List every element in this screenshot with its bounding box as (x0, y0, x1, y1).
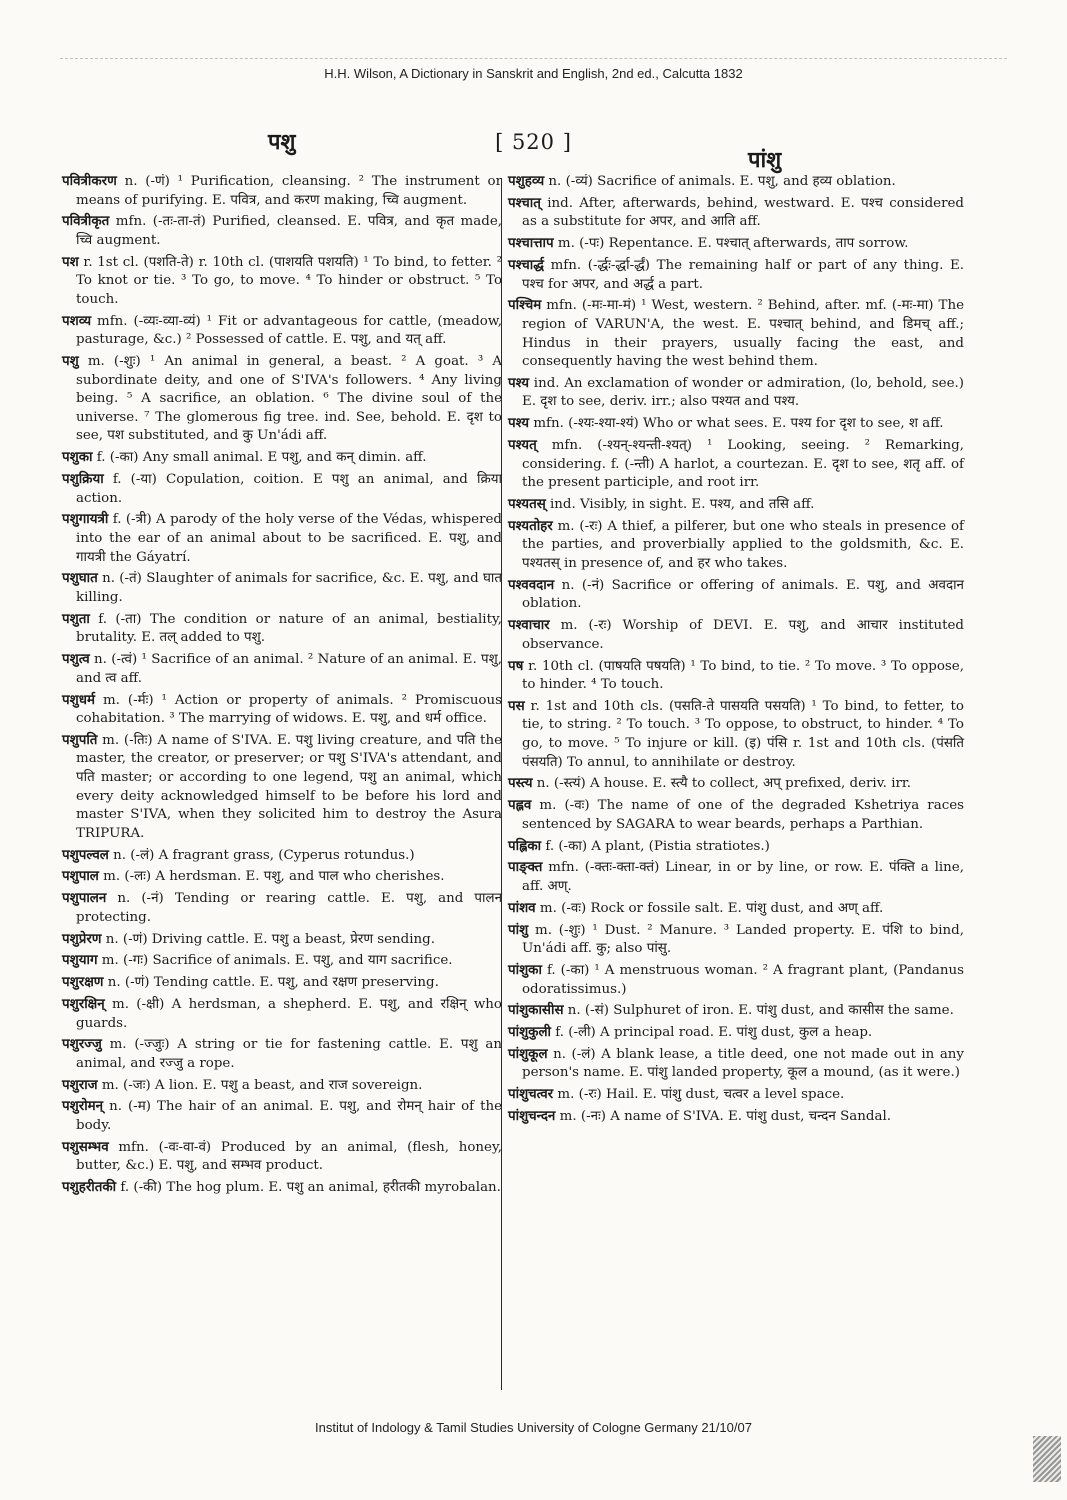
entry-definition: m. (-लः) A herdsman. E. पशु, and पाल who cherishes. (98, 869, 445, 885)
dictionary-entry (62, 973, 502, 993)
entry-definition: f. (-की) The hog plum. E. पशु an animal, हरीतकी myrobalan. (116, 1180, 501, 1196)
dictionary-entry (62, 510, 502, 567)
dictionary-entry (508, 858, 964, 896)
entry-headword: पष (508, 657, 524, 674)
entry-definition: m. (-शुः) ¹ An animal in general, a beast. ² A goat. ³ A subordinate deity, and one of S'IVA's followers. ⁴ Any living being. ⁵ A sacrifice, an oblation. ⁶ The divine soul of the universe. ⁷ The glomerous fig tree. ind. See, behold. E. दृश to see, पश substituted, and कु Un'ádi aff. (76, 354, 502, 444)
dictionary-entry (508, 1023, 964, 1043)
dictionary-entry (62, 1097, 502, 1135)
dictionary-entry (508, 796, 964, 834)
dictionary-entry (508, 576, 964, 614)
entry-headword: पशुपल्वल (62, 846, 109, 863)
entry-definition: mfn. (-व्यः-व्या-व्यं) ¹ Fit or advantageous for cattle, (meadow, pasturage, &c.) ² Possessed of cattle. E. पशु, and यत् aff. (76, 313, 502, 348)
entry-definition: m. (-रः) Worship of DEVI. E. पशु, and आचार instituted observance. (522, 618, 964, 652)
entry-definition: n. (-लं) A blank lease, a title deed, one not made out in any person's name. E. पांशु landed property, कूल a mound, (as it were.) (522, 1046, 964, 1081)
entry-definition: mfn. (-तः-ता-तं) Purified, cleansed. E. पवित्र, and कृत made, च्वि augment. (76, 214, 502, 248)
entry-headword: पशुहरीतकी (62, 1179, 117, 1196)
dictionary-entry (62, 448, 502, 468)
entry-headword: पशुयाग (62, 952, 98, 969)
dictionary-entry (62, 569, 502, 607)
entry-definition: n. (-नं) Tending or rearing cattle. E. पशु, and पालन protecting. (76, 891, 502, 925)
entry-definition: mfn. (-श्यः-श्या-श्यं) Who or what sees. E. पश्य for दृश to see, श aff. (529, 416, 944, 432)
entry-headword: पशुका (62, 449, 93, 466)
entry-headword: पशव्य (62, 312, 92, 329)
entry-headword: पश्यतोहर (508, 517, 553, 534)
dictionary-entry (62, 731, 502, 844)
entry-definition: n. (-व्यं) Sacrifice of animals. E. पशु, and हव्य oblation. (544, 174, 896, 189)
entry-definition: r. 1st cl. (पशति-ते) r. 10th cl. (पाशयति पशयति) ¹ To bind, to fetter. ² To knot or tie. ³ To go, to move. ⁴ To hinder or obstruct. ⁵ To touch. (76, 254, 502, 307)
entry-headword: पशुरोमन् (62, 1098, 104, 1115)
entry-headword: पशुता (62, 610, 90, 627)
page-number: [ 520 ] (495, 130, 572, 154)
dictionary-entry (62, 253, 502, 310)
dictionary-entry (62, 889, 502, 927)
entry-headword: पशुपाल (62, 868, 99, 885)
entry-headword: पश्चात् (508, 194, 541, 211)
entry-headword: पश्चात्ताप (508, 235, 554, 252)
entry-definition: m. (-तिः) A name of S'IVA. E. पशु living creature, and पति the master, the creator, or preserver; or पशु S'IVA's attendant, and पति master; or according to one legend, पशु an animal, which every deity acknowledged himself to be before his lord and master S'IVA, when they solicited him to destroy the Asura TRIPURA. (76, 732, 502, 841)
dictionary-entry (508, 774, 964, 794)
right-column (508, 172, 964, 1129)
entry-headword: पशुरक्षण (62, 974, 104, 991)
dictionary-entry (508, 899, 964, 919)
dictionary-entry (62, 610, 502, 648)
entry-headword: पशुप्रेरण (62, 930, 102, 947)
entry-headword: पश्यत् (508, 437, 537, 454)
dictionary-entry (62, 846, 502, 866)
entry-headword: पवित्रीकृत (62, 213, 110, 230)
dictionary-entry (62, 650, 502, 688)
entry-definition: n. (-नं) Sacrifice or offering of animals. E. पशु, and अवदान oblation. (522, 577, 964, 612)
entry-definition: m. (-जः) A lion. E. पशु a beast, and राज sovereign. (97, 1077, 423, 1093)
entry-headword: पश्ववदान (508, 576, 555, 593)
entry-headword: पशुधर्म (62, 691, 95, 708)
entry-definition: mfn. (-वः-वा-वं) Produced by an animal, (flesh, honey, butter, &c.) E. पशु, and सम्भव product. (76, 1139, 502, 1174)
dictionary-entry (62, 312, 502, 350)
dictionary-entry (62, 1076, 502, 1096)
dictionary-entry (508, 256, 964, 294)
entry-definition: n. (-त्वं) ¹ Sacrifice of an animal. ² Nature of an animal. E. पशु, and त्व aff. (76, 652, 502, 686)
left-column (62, 172, 502, 1200)
entry-headword: पशुपालन (62, 890, 107, 907)
entry-definition: n. (-लं) A fragrant grass, (Cyperus rotundus.) (108, 847, 415, 863)
entry-headword: पशुत्व (62, 651, 90, 668)
entry-definition: f. (-का) ¹ A menstruous woman. ² A fragrant plant, (Pandanus odoratissimus.) (522, 962, 964, 997)
entry-definition: n. (-तं) Slaughter of animals for sacrifice, &c. E. पशु, and घात killing. (76, 571, 502, 605)
column-divider (501, 178, 502, 1390)
dictionary-entry (62, 212, 502, 250)
entry-definition: f. (-ली) A principal road. E. पांशु dust, कुल a heap. (551, 1025, 873, 1041)
dictionary-entry (508, 296, 964, 371)
entry-definition: m. (-रः) A thief, a pilferer, but one who steals in presence of the parties, and proverbially applied to the goldsmith, &c. E. पश्यतस् in presence of, and हर who takes. (522, 518, 964, 571)
dictionary-entry (508, 436, 964, 493)
entry-headword: पांशुकासीस (508, 1002, 564, 1019)
dictionary-entry (508, 1107, 964, 1127)
dictionary-entry (508, 1001, 964, 1021)
entry-headword: पांशुचत्वर (508, 1086, 554, 1103)
dictionary-entry (62, 930, 502, 950)
entry-definition: n. (-म) The hair of an animal. E. पशु, and रोमन् hair of the body. (76, 1099, 502, 1134)
dictionary-entry (62, 1138, 502, 1176)
entry-definition: f. (-ता) The condition or nature of an animal, bestiality, brutality. E. तल् added to पशु. (76, 611, 502, 646)
running-head-left: पशु (268, 129, 296, 155)
entry-definition: n. (-णं) Tending cattle. E. पशु, and रक्षण preserving. (103, 975, 439, 991)
entry-definition: m. (-वः) The name of one of the degraded Kshetriya races sentenced by SAGARA to wear beards, perhaps a Parthian. (522, 798, 964, 832)
entry-headword: पाङ्क्त (508, 859, 543, 876)
entry-headword: पह्लव (508, 797, 532, 814)
dictionary-entry (508, 172, 964, 192)
dictionary-entry (508, 517, 964, 574)
entry-definition: mfn. (-र्द्धः-र्द्धा-र्द्धं) The remaining half or part of any thing. E. पश्च for अपर, and अर्द्ध a part. (522, 257, 964, 292)
entry-headword: पशुगायत्री (62, 511, 109, 528)
entry-headword: पांशुकूल (508, 1045, 548, 1062)
entry-definition: ind. An exclamation of wonder or admiration, (lo, behold, see.) E. दृश to see, deriv. irr.; also पश्यत and पश्य. (522, 375, 964, 410)
entry-definition: ind. Visibly, in sight. E. पश्य, and तसि aff. (545, 497, 815, 512)
entry-definition: m. (-नः) A name of S'IVA. E. पांशु dust, चन्दन Sandal. (555, 1109, 891, 1124)
entry-definition: mfn. (-मः-मा-मं) ¹ West, western. ² Behind, after. mf. (-मः-मा) The region of VARUN'A, the west. E. पश्चात् behind, and डिमच् aff.; Hindus in their prayers, usually facing the east, and consequently having the west behind them. (522, 298, 964, 370)
entry-definition: n. (-णं) Driving cattle. E. पशु a beast, प्रेरण sending. (101, 931, 435, 947)
entry-definition: r. 10th cl. (पाषयति पषयति) ¹ To bind, to tie. ² To move. ³ To oppose, to hinder. ⁴ To touch. (522, 658, 964, 693)
entry-definition: n. (-सं) Sulphuret of iron. E. पांशु dust, and कासीस the same. (563, 1003, 954, 1019)
entry-headword: पशुघात (62, 570, 98, 587)
entry-definition: m. (-वः) Rock or fossile salt. E. पांशु dust, and अण् aff. (535, 900, 884, 916)
entry-definition: mfn. (-क्तः-क्ता-क्तं) Linear, in or by line, or row. E. पंक्ति a line, aff. अण्. (522, 860, 964, 894)
entry-headword: पशु (62, 353, 79, 370)
entry-definition: m. (-क्षी) A herdsman, a shepherd. E. पशु, and रक्षिन् who guards. (76, 996, 502, 1031)
source-citation: H.H. Wilson, A Dictionary in Sanskrit and English, 2nd ed., Calcutta 1832 (324, 66, 743, 81)
entry-definition: f. (-का) A plant, (Pistia stratiotes.) (541, 838, 770, 854)
entry-headword: पस (508, 697, 525, 714)
entry-definition: m. (-शुः) ¹ Dust. ² Manure. ³ Landed property. E. पंशि to bind, Un'ádi aff. कु; also पांसु. (522, 922, 964, 957)
entry-definition: m. (-र्मः) ¹ Action or property of animals. ² Promiscuous cohabitation. ³ The marrying of widows. E. पशु, and धर्म office. (76, 692, 502, 727)
entry-definition: m. (-ज्जुः) A string or tie for fastening cattle. E. पशु an animal, and रज्जु a rope. (76, 1037, 502, 1071)
entry-headword: पांशु (508, 921, 529, 938)
dictionary-entry (62, 1035, 502, 1073)
dictionary-entry (508, 961, 964, 999)
dictionary-entry (508, 921, 964, 959)
dictionary-entry (62, 470, 502, 508)
entry-headword: पांशुचन्दन (508, 1108, 556, 1124)
scan-artifact (1033, 1436, 1061, 1482)
dictionary-entry (62, 691, 502, 729)
entry-headword: पशुरज्जु (62, 1036, 102, 1053)
entry-definition: mfn. (-श्यन्-श्यन्ती-श्यत्) ¹ Looking, seeing. ² Remarking, considering. f. (-न्ती) A harlot, a courtezan. E. दृश to see, शतृ aff. of the present participle, and root irr. (522, 438, 964, 491)
dictionary-entry (508, 194, 964, 232)
dictionary-entry (62, 951, 502, 971)
dictionary-entry (62, 172, 502, 210)
entry-headword: पश (62, 253, 79, 270)
entry-headword: पश्यतस् (508, 496, 546, 512)
dictionary-entry (508, 495, 964, 515)
entry-definition: f. (-त्री) A parody of the holy verse of the Védas, whispered into the ear of an animal about to be sacrificed. E. पशु, and गायत्री the Gáyatrí. (76, 512, 502, 565)
entry-headword: पवित्रीकरण (62, 173, 117, 189)
entry-definition: m. (-पः) Repentance. E. पश्चात् afterwards, ताप sorrow. (553, 236, 909, 252)
entry-definition: ind. After, afterwards, behind, westward. E. पश्च considered as a substitute for अपर, and आति aff. (522, 195, 964, 230)
running-head-right: पांशु (748, 147, 782, 173)
dictionary-entry (508, 1085, 964, 1105)
dictionary-entry (62, 867, 502, 887)
entry-definition: m. (-रः) Hail. E. पांशु dust, चत्वर a level space. (553, 1087, 845, 1103)
footer-credit: Institut of Indology & Tamil Studies University of Cologne Germany 21/10/07 (315, 1420, 752, 1435)
entry-definition: m. (-गः) Sacrifice of animals. E. पशु, and याग sacrifice. (97, 953, 453, 969)
entry-headword: पशुहव्य (508, 173, 545, 189)
dictionary-entry (62, 995, 502, 1033)
entry-definition: f. (-या) Copulation, coition. E पशु an animal, and क्रिया action. (76, 472, 502, 506)
dictionary-entry (508, 616, 964, 654)
entry-definition: n. (-णं) ¹ Purification, cleansing. ² The instrument or means of purifying. E. पवित्र, and करण making, च्वि augment. (76, 174, 502, 208)
entry-headword: पशुसम्भव (62, 1138, 109, 1155)
entry-headword: पशुक्रिया (62, 471, 104, 488)
entry-headword: पशुराज (62, 1076, 98, 1093)
scan-top-line (60, 58, 1007, 59)
dictionary-entry (508, 374, 964, 412)
entry-definition: f. (-का) Any small animal. E पशु, and कन् dimin. aff. (92, 450, 427, 466)
entry-definition: r. 1st and 10th cls. (पसति-ते पासयति पसयति) ¹ To bind, to fetter, to tie, to string. ² To touch. ³ To oppose, to obstruct, to hinder. ⁴ To go, to move. ⁵ To injure or kill. (इ) पंसि r. 1st and 10th cls. (पंसति पंसयति) To annul, to annihilate or destroy. (522, 698, 964, 770)
entry-headword: पश्वाचार (508, 617, 550, 634)
entry-headword: पस्त्य (508, 775, 533, 792)
dictionary-entry (508, 414, 964, 434)
entry-headword: पांशुका (508, 961, 542, 978)
entry-headword: पशुरक्षिन् (62, 995, 105, 1012)
entry-headword: पश्य (508, 374, 530, 391)
entry-headword: पशुपति (62, 731, 98, 748)
dictionary-entry (508, 697, 964, 772)
entry-headword: पश्य (508, 415, 530, 432)
entry-headword: पश्चार्द्ध (508, 256, 544, 273)
dictionary-entry (508, 657, 964, 695)
dictionary-entry (62, 1178, 502, 1198)
dictionary-entry (508, 234, 964, 254)
entry-headword: पांशुकुली (508, 1024, 552, 1041)
entry-headword: पह्लिका (508, 837, 542, 854)
dictionary-entry (62, 352, 502, 446)
entry-headword: पांशव (508, 899, 536, 916)
dictionary-entry (508, 1045, 964, 1083)
entry-definition: n. (-स्त्यं) A house. E. स्त्यै to collect, अप् prefixed, deriv. irr. (532, 776, 912, 792)
dictionary-entry (508, 837, 964, 857)
entry-headword: पश्चिम (508, 297, 542, 314)
